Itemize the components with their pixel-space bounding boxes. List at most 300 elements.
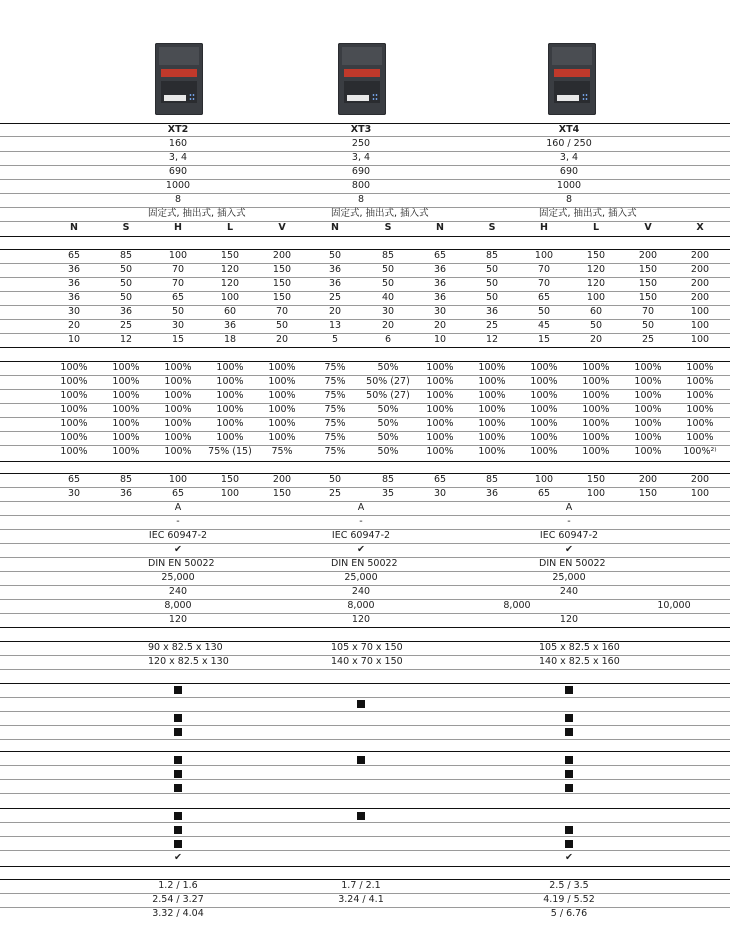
service-capacity-cell: 100% [216, 390, 244, 401]
service-capacity-cell: 100% [530, 404, 558, 415]
variant-header: V [278, 222, 286, 233]
making-capacity-cell: 100 [168, 474, 188, 485]
row-divider [0, 836, 730, 837]
service-capacity-cell: 100% [112, 362, 140, 373]
merged-cell: 690 [168, 166, 188, 177]
breaking-capacity-cell: 200 [690, 278, 710, 289]
square-marker-icon [174, 756, 182, 764]
breaking-capacity-cell: 30 [381, 306, 395, 317]
product-image-part [189, 93, 195, 101]
service-capacity-cell: 100% [530, 362, 558, 373]
square-marker-icon [565, 784, 573, 792]
service-capacity-cell: 100% [426, 404, 454, 415]
merged-cell: A [565, 502, 573, 513]
breaking-capacity-cell: 18 [223, 334, 237, 345]
service-capacity-cell: 100% [530, 376, 558, 387]
making-capacity-cell: 65 [537, 488, 551, 499]
breaking-capacity-cell: 50 [641, 320, 655, 331]
breaking-capacity-cell: 60 [223, 306, 237, 317]
merged-cell: 160 / 250 [546, 138, 592, 149]
making-capacity-cell: 65 [433, 474, 447, 485]
product-image-part [342, 47, 382, 65]
merged-cell: - [176, 516, 180, 527]
breaking-capacity-cell: 10 [67, 334, 81, 345]
breaking-capacity-cell: 200 [690, 292, 710, 303]
dimension-cell: 120 x 82.5 x 130 [148, 656, 229, 667]
square-marker-icon [565, 840, 573, 848]
weight-cell: 2.54 / 3.27 [152, 894, 204, 905]
service-capacity-cell: 50% (27) [366, 390, 410, 401]
breaking-capacity-cell: 150 [638, 264, 658, 275]
variant-header: N [436, 222, 444, 233]
merged-cell: - [567, 516, 571, 527]
service-capacity-cell: 100% [216, 418, 244, 429]
breaking-capacity-cell: 20 [589, 334, 603, 345]
breaking-capacity-cell: 70 [537, 278, 551, 289]
row-divider [0, 793, 730, 794]
service-capacity-cell: 50% [377, 446, 399, 457]
service-capacity-cell: 100% [112, 432, 140, 443]
row-divider [0, 866, 730, 867]
breaking-capacity-cell: 70 [537, 264, 551, 275]
merged-cell: 固定式, 抽出式, 插入式 [331, 208, 429, 219]
merged-cell: 固定式, 抽出式, 插入式 [148, 208, 246, 219]
breaking-capacity-cell: 36 [67, 292, 81, 303]
operations-cell: 8,000 [503, 600, 531, 611]
making-capacity-cell: 100 [586, 488, 606, 499]
breaking-capacity-cell: 36 [433, 292, 447, 303]
service-capacity-cell: 100% [426, 390, 454, 401]
merged-cell: XT4 [558, 124, 580, 135]
service-capacity-cell: 100% [530, 446, 558, 457]
merged-cell: 1000 [165, 180, 191, 191]
making-capacity-cell: 65 [171, 488, 185, 499]
service-capacity-cell: 100% [112, 390, 140, 401]
variant-header: S [384, 222, 392, 233]
row-divider [0, 627, 730, 628]
merged-cell: 25,000 [552, 572, 586, 583]
service-capacity-cell: 100% [530, 390, 558, 401]
service-capacity-cell: 100% [164, 390, 192, 401]
breaking-capacity-cell: 100 [690, 320, 710, 331]
service-capacity-cell: 100% [582, 446, 610, 457]
merged-cell: ✔ [565, 544, 573, 555]
merged-cell: IEC 60947-2 [539, 530, 599, 541]
breaking-capacity-cell: 30 [171, 320, 185, 331]
making-capacity-cell: 85 [119, 474, 133, 485]
dimension-cell: 105 x 82.5 x 160 [539, 642, 620, 653]
merged-cell: 3, 4 [351, 152, 371, 163]
service-capacity-cell: 100% [426, 376, 454, 387]
service-capacity-cell: 100% [686, 404, 714, 415]
breaking-capacity-cell: 15 [537, 334, 551, 345]
service-capacity-cell: 100% [164, 446, 192, 457]
square-marker-icon [174, 770, 182, 778]
merged-cell: 800 [351, 180, 371, 191]
product-image-part [554, 69, 590, 77]
breaking-capacity-cell: 100 [690, 334, 710, 345]
merged-cell: 8 [174, 194, 182, 205]
breaking-capacity-cell: 70 [275, 306, 289, 317]
breaking-capacity-cell: 50 [537, 306, 551, 317]
breaking-capacity-cell: 70 [641, 306, 655, 317]
service-capacity-cell: 100% [60, 390, 88, 401]
service-capacity-cell: 100% [582, 418, 610, 429]
making-capacity-cell: 85 [381, 474, 395, 485]
dimension-cell: 105 x 70 x 150 [331, 642, 403, 653]
weight-cell: 2.5 / 3.5 [549, 880, 589, 891]
breaking-capacity-cell: 50 [589, 320, 603, 331]
variant-header: L [592, 222, 600, 233]
service-capacity-cell: 100% [686, 362, 714, 373]
service-capacity-cell: 100% [216, 376, 244, 387]
service-capacity-cell: 100% [60, 418, 88, 429]
breaking-capacity-cell: 70 [171, 264, 185, 275]
service-capacity-cell: 100%²⁾ [683, 446, 717, 457]
service-capacity-cell: 100% [164, 362, 192, 373]
making-capacity-cell: 30 [433, 488, 447, 499]
breaking-capacity-cell: 120 [220, 278, 240, 289]
service-capacity-cell: 100% [530, 432, 558, 443]
breaking-capacity-cell: 150 [272, 292, 292, 303]
service-capacity-cell: 100% [112, 376, 140, 387]
service-capacity-cell: 100% [582, 362, 610, 373]
merged-cell: A [357, 502, 365, 513]
merged-cell: 250 [351, 138, 371, 149]
service-capacity-cell: 50% [377, 418, 399, 429]
merged-cell: DIN EN 50022 [148, 558, 215, 569]
variant-header: S [122, 222, 130, 233]
row-divider [0, 907, 730, 908]
merged-cell: 8 [357, 194, 365, 205]
breaking-capacity-cell: 200 [638, 250, 658, 261]
service-capacity-cell: 75% [324, 432, 346, 443]
breaking-capacity-cell: 150 [638, 292, 658, 303]
service-capacity-cell: 100% [582, 432, 610, 443]
row-divider [0, 236, 730, 237]
service-capacity-cell: 100% [478, 376, 506, 387]
merged-cell: 240 [168, 586, 188, 597]
breaking-capacity-cell: 25 [328, 292, 342, 303]
xt2-breaker-image [155, 43, 203, 115]
breaking-capacity-cell: 100 [690, 306, 710, 317]
weight-cell: 1.2 / 1.6 [158, 880, 198, 891]
service-capacity-cell: 75% (15) [208, 446, 252, 457]
making-capacity-cell: 100 [534, 474, 554, 485]
breaking-capacity-cell: 50 [485, 278, 499, 289]
service-capacity-cell: 100% [478, 418, 506, 429]
breaking-capacity-cell: 20 [67, 320, 81, 331]
service-capacity-cell: 100% [634, 362, 662, 373]
square-marker-icon [174, 840, 182, 848]
variant-header: H [174, 222, 182, 233]
service-capacity-cell: 100% [582, 376, 610, 387]
service-capacity-cell: 50% [377, 404, 399, 415]
row-divider [0, 850, 730, 851]
service-capacity-cell: 75% [324, 376, 346, 387]
service-capacity-cell: 100% [582, 404, 610, 415]
breaking-capacity-cell: 50 [171, 306, 185, 317]
variant-header: N [331, 222, 339, 233]
breaking-capacity-cell: 50 [485, 292, 499, 303]
breaking-capacity-cell: 36 [433, 264, 447, 275]
variant-header: H [540, 222, 548, 233]
service-capacity-cell: 50% [377, 362, 399, 373]
making-capacity-cell: 150 [220, 474, 240, 485]
dimension-cell: 90 x 82.5 x 130 [148, 642, 223, 653]
merged-cell: 固定式, 抽出式, 插入式 [539, 208, 637, 219]
breaking-capacity-cell: 5 [331, 334, 339, 345]
product-image-part [552, 47, 592, 65]
square-marker-icon [357, 812, 365, 820]
service-capacity-cell: 75% [324, 404, 346, 415]
service-capacity-cell: 100% [634, 418, 662, 429]
breaking-capacity-cell: 25 [119, 320, 133, 331]
product-image-part [347, 95, 369, 101]
making-capacity-cell: 150 [272, 488, 292, 499]
square-marker-icon [357, 700, 365, 708]
row-divider [0, 779, 730, 780]
breaking-capacity-cell: 45 [537, 320, 551, 331]
making-capacity-cell: 100 [220, 488, 240, 499]
service-capacity-cell: 100% [268, 418, 296, 429]
weight-cell: 5 / 6.76 [550, 908, 588, 919]
weight-cell: 4.19 / 5.52 [543, 894, 595, 905]
square-marker-icon [565, 728, 573, 736]
square-marker-icon [174, 826, 182, 834]
service-capacity-cell: 100% [478, 390, 506, 401]
operations-cell: 8,000 [164, 600, 192, 611]
product-image-part [582, 93, 588, 101]
breaking-capacity-cell: 20 [328, 306, 342, 317]
service-capacity-cell: 100% [686, 376, 714, 387]
service-capacity-cell: 100% [478, 362, 506, 373]
breaking-capacity-cell: 30 [67, 306, 81, 317]
breaking-capacity-cell: 36 [223, 320, 237, 331]
product-image-part [159, 47, 199, 65]
making-capacity-cell: 36 [119, 488, 133, 499]
breaking-capacity-cell: 13 [328, 320, 342, 331]
breaking-capacity-cell: 36 [119, 306, 133, 317]
breaking-capacity-cell: 36 [485, 306, 499, 317]
breaking-capacity-cell: 65 [433, 250, 447, 261]
service-capacity-cell: 100% [268, 390, 296, 401]
service-capacity-cell: 100% [268, 376, 296, 387]
breaking-capacity-cell: 200 [272, 250, 292, 261]
product-image-part [557, 95, 579, 101]
merged-cell: 120 [351, 614, 371, 625]
breaking-capacity-cell: 120 [586, 264, 606, 275]
merged-cell: 3, 4 [168, 152, 188, 163]
service-capacity-cell: 100% [60, 432, 88, 443]
making-capacity-cell: 150 [586, 474, 606, 485]
service-capacity-cell: 75% [324, 418, 346, 429]
dimension-cell: 140 x 82.5 x 160 [539, 656, 620, 667]
service-capacity-cell: 100% [112, 418, 140, 429]
service-capacity-cell: 100% [478, 446, 506, 457]
merged-cell: 1000 [556, 180, 582, 191]
breaking-capacity-cell: 25 [641, 334, 655, 345]
service-capacity-cell: 100% [686, 432, 714, 443]
service-capacity-cell: 100% [112, 446, 140, 457]
service-capacity-cell: 100% [216, 404, 244, 415]
making-capacity-cell: 200 [690, 474, 710, 485]
breaking-capacity-cell: 30 [433, 306, 447, 317]
operations-cell: 8,000 [347, 600, 375, 611]
service-capacity-cell: 75% [324, 390, 346, 401]
merged-cell: DIN EN 50022 [331, 558, 398, 569]
row-divider [0, 751, 730, 752]
breaking-capacity-cell: 100 [220, 292, 240, 303]
breaking-capacity-cell: 50 [119, 278, 133, 289]
merged-cell: 8 [565, 194, 573, 205]
product-image-part [344, 69, 380, 77]
breaking-capacity-cell: 6 [384, 334, 392, 345]
breaking-capacity-cell: 36 [328, 264, 342, 275]
breaking-capacity-cell: 65 [67, 250, 81, 261]
row-divider [0, 669, 730, 670]
service-capacity-cell: 100% [634, 376, 662, 387]
breaking-capacity-cell: 150 [272, 264, 292, 275]
service-capacity-cell: 100% [634, 390, 662, 401]
service-capacity-cell: 100% [60, 446, 88, 457]
making-capacity-cell: 65 [67, 474, 81, 485]
breaking-capacity-cell: 120 [220, 264, 240, 275]
breaking-capacity-cell: 85 [381, 250, 395, 261]
breaking-capacity-cell: 36 [67, 278, 81, 289]
service-capacity-cell: 100% [686, 390, 714, 401]
breaking-capacity-cell: 50 [119, 292, 133, 303]
breaking-capacity-cell: 15 [171, 334, 185, 345]
breaking-capacity-cell: 200 [690, 250, 710, 261]
service-capacity-cell: 100% [216, 362, 244, 373]
breaking-capacity-cell: 85 [119, 250, 133, 261]
merged-cell: XT3 [350, 124, 372, 135]
breaking-capacity-cell: 100 [168, 250, 188, 261]
service-capacity-cell: 100% [164, 432, 192, 443]
operations-cell: 10,000 [657, 600, 691, 611]
square-marker-icon [565, 826, 573, 834]
square-marker-icon [174, 812, 182, 820]
service-capacity-cell: 100% [686, 418, 714, 429]
row-divider [0, 739, 730, 740]
row-divider [0, 347, 730, 348]
breaking-capacity-cell: 12 [485, 334, 499, 345]
service-capacity-cell: 100% [426, 432, 454, 443]
square-marker-icon [174, 686, 182, 694]
breaking-capacity-cell: 25 [485, 320, 499, 331]
service-capacity-cell: 100% [634, 404, 662, 415]
merged-cell: 160 [168, 138, 188, 149]
row-divider [0, 822, 730, 823]
dimension-cell: 140 x 70 x 150 [331, 656, 403, 667]
merged-cell: 240 [351, 586, 371, 597]
breaking-capacity-cell: 150 [586, 250, 606, 261]
service-capacity-cell: 100% [426, 362, 454, 373]
breaking-capacity-cell: 50 [381, 264, 395, 275]
merged-cell: 690 [559, 166, 579, 177]
making-capacity-cell: 100 [690, 488, 710, 499]
service-capacity-cell: 100% [634, 432, 662, 443]
service-capacity-cell: 100% [60, 376, 88, 387]
square-marker-icon [174, 784, 182, 792]
breaking-capacity-cell: 40 [381, 292, 395, 303]
breaking-capacity-cell: 36 [67, 264, 81, 275]
merged-cell: 120 [168, 614, 188, 625]
square-marker-icon [565, 686, 573, 694]
variant-header: L [226, 222, 234, 233]
variant-header: V [644, 222, 652, 233]
variant-header: S [488, 222, 496, 233]
breaking-capacity-cell: 50 [275, 320, 289, 331]
making-capacity-cell: 150 [638, 488, 658, 499]
row-divider [0, 725, 730, 726]
xt3-breaker-image [338, 43, 386, 115]
service-capacity-cell: 100% [60, 362, 88, 373]
square-marker-icon [565, 770, 573, 778]
merged-cell: DIN EN 50022 [539, 558, 606, 569]
making-capacity-cell: 35 [381, 488, 395, 499]
breaking-capacity-cell: 100 [534, 250, 554, 261]
row-divider [0, 765, 730, 766]
square-marker-icon [565, 756, 573, 764]
variant-header: N [70, 222, 78, 233]
row-divider [0, 808, 730, 809]
service-capacity-cell: 75% [271, 446, 293, 457]
row-divider [0, 136, 730, 137]
merged-cell: 240 [559, 586, 579, 597]
service-capacity-cell: 100% [164, 418, 192, 429]
service-capacity-cell: 100% [478, 432, 506, 443]
merged-cell: IEC 60947-2 [148, 530, 208, 541]
service-capacity-cell: 75% [324, 446, 346, 457]
merged-cell: 25,000 [344, 572, 378, 583]
breaking-capacity-cell: 65 [171, 292, 185, 303]
making-capacity-cell: 30 [67, 488, 81, 499]
breaking-capacity-cell: 10 [433, 334, 447, 345]
merged-cell: 690 [351, 166, 371, 177]
product-image-part [372, 93, 378, 101]
service-capacity-cell: 100% [60, 404, 88, 415]
merged-cell: ✔ [357, 544, 365, 555]
service-capacity-cell: 100% [582, 390, 610, 401]
service-capacity-cell: 100% [530, 418, 558, 429]
merged-cell: XT2 [167, 124, 189, 135]
breaking-capacity-cell: 36 [328, 278, 342, 289]
breaking-capacity-cell: 50 [119, 264, 133, 275]
merged-cell: ✔ [174, 544, 182, 555]
making-capacity-cell: 200 [638, 474, 658, 485]
row-divider [0, 461, 730, 462]
service-capacity-cell: 100% [478, 404, 506, 415]
square-marker-icon [174, 728, 182, 736]
breaking-capacity-cell: 50 [328, 250, 342, 261]
product-image-part [161, 69, 197, 77]
check-icon: ✔ [565, 852, 573, 863]
service-capacity-cell: 50% (27) [366, 376, 410, 387]
breaking-capacity-cell: 200 [690, 264, 710, 275]
square-marker-icon [565, 714, 573, 722]
breaking-capacity-cell: 20 [275, 334, 289, 345]
breaking-capacity-cell: 50 [485, 264, 499, 275]
breaking-capacity-cell: 70 [171, 278, 185, 289]
merged-cell: 120 [559, 614, 579, 625]
making-capacity-cell: 50 [328, 474, 342, 485]
row-divider [0, 683, 730, 684]
service-capacity-cell: 100% [268, 404, 296, 415]
weight-cell: 3.24 / 4.1 [338, 894, 384, 905]
making-capacity-cell: 85 [485, 474, 499, 485]
